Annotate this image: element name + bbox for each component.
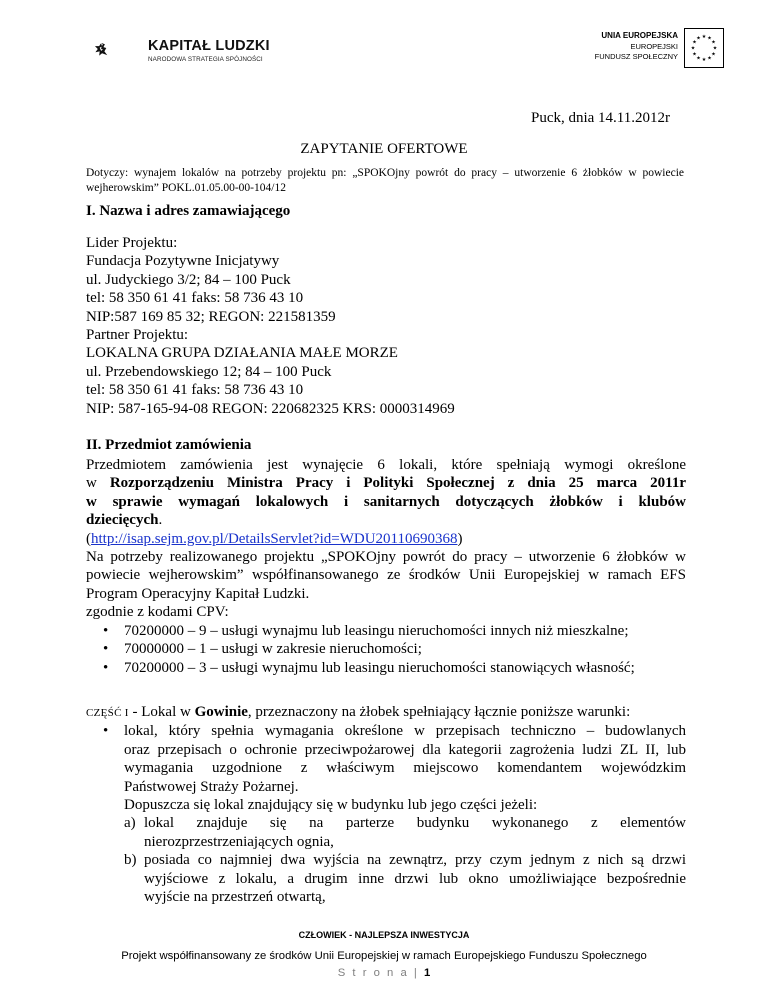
paragraph-line: posiada co najmniej dwa wyjścia na zewnątrz, przy czym jednym z nich są drzwi [144,852,686,869]
paragraph-line: nierozprzestrzeniających ognia, [144,833,334,850]
section-2-body [86,456,686,622]
svg-text:★: ★ [711,51,716,58]
paragraph-text: ( [86,530,91,547]
part-1 [86,703,686,906]
regulation-title: Rozporządzeniu Ministra Pracy i Polityki Społecznej z dnia 25 marca 2011r [109,475,686,492]
eu-flag-icon [684,28,724,68]
svg-text:★: ★ [701,34,707,40]
page-separator: | [408,967,424,979]
kapital-ludzki-logo-icon [94,20,146,78]
place-and-date: Puck, dnia 14.11.2012r [530,110,670,126]
paragraph-line [86,530,686,548]
footer-cofinancing-note: Projekt współfinansowany ze środków Unii Europejskiej w ramach Europejskiego Funduszu Społecznego [121,950,647,962]
paragraph-line [86,493,686,511]
contact-line: tel: 58 350 61 41 faks: 58 736 43 10 [86,290,304,307]
paragraph-line [86,511,686,529]
list-item [86,622,686,640]
svg-text:★: ★ [692,39,697,46]
cpv-list [86,622,686,677]
paragraph-text: - Lokal w [128,704,195,720]
contact-line: ul. Judyckiego 3/2; 84 – 100 Puck [86,271,291,288]
contact-line: NIP: 587-165-94-08 REGON: 220682325 KRS: 0000314969 [86,400,455,417]
section-2-heading: II. Przedmiot zamówienia [86,437,252,453]
svg-text:★: ★ [712,45,718,52]
bullet-icon: • [103,723,109,740]
location-name: Gowinie [194,704,248,720]
svg-text:★: ★ [692,51,697,58]
regulation-title: w sprawie wymagań lokalowych i sanitarnych dotyczących żłobków i klubów [86,493,686,510]
paragraph-line: oraz przepisach o ochronie przeciwpożarowej dla kategorii zagrożenia ludzi ZL II, lub [124,741,686,758]
paragraph-line [86,474,686,492]
footer-slogan: CZŁOWIEK - NAJLEPSZA INWESTYCJA [298,930,470,940]
svg-text:★: ★ [707,35,712,42]
sub-list-item [124,814,686,851]
page-number: 1 [423,967,431,979]
contact-line: Fundacja Pozytywne Inicjatywy [86,253,280,270]
svg-text:★: ★ [701,57,707,63]
kapital-ludzki-title: KAPITAŁ LUDZKI [148,38,270,54]
regulation-title: dziecięcych [86,512,159,529]
subject-line: Dotyczy: wynajem lokalów na potrzeby projektu pn: „SPOKOjny powrót do pracy – utworzenie 6 żłobków w powiecie wejherowskim” POKL.01.05.00-00-104/12 [86,167,684,194]
paragraph-line: zgodnie z kodami CPV: [86,604,229,621]
contact-line: ul. Przebendowskiego 12; 84 – 100 Puck [86,363,332,380]
page-number-footer [0,967,768,979]
sub-list-label: b) [124,852,137,869]
svg-text:★: ★ [696,55,701,62]
ue-label-line1: UNIA EUROPEJSKA [601,31,678,40]
paragraph-line: Przedmiotem zamówienia jest wynajęcie 6 lokali, które spełniają wymogi określone [86,457,686,473]
contact-line: LOKALNA GRUPA DZIAŁANIA MAŁE MORZE [86,345,398,362]
paragraph-line: powiecie wejherowskim” współfinansowanego ze środków Unii Europejskiej w ramach EFS [86,567,686,584]
list-item [86,659,686,677]
regulation-link[interactable]: http://isap.sejm.gov.pl/DetailsServlet?id=WDU20110690368 [91,530,458,547]
paragraph-line: wyjście na przestrzeń otwartą, [144,889,326,906]
list-item [86,640,686,658]
contact-line: Lider Projektu: [86,235,178,251]
bullet-icon: • [103,659,109,676]
paragraph-text: , przeznaczony na żłobek spełniający łącznie poniższe warunki: [247,704,631,720]
svg-text:★: ★ [707,55,712,62]
part-1-intro [86,703,686,722]
svg-text:★: ★ [711,39,716,46]
svg-text:★: ★ [690,45,696,52]
contact-line: NIP:587 169 85 32; REGON: 221581359 [86,308,336,325]
ue-label-line3: FUNDUSZ SPOŁECZNY [594,52,678,61]
kapital-ludzki-subtitle: NARODOWA STRATEGIA SPÓJNOŚCI [148,56,263,63]
part-label: CZĘŚĆ I [86,707,129,719]
paragraph-text: w [86,475,110,492]
paragraph-line: wymagania uzgodnione z właściwym miejscowo komendantem wojewódzkim [124,760,686,777]
paragraph-line: Program Operacyjny Kapitał Ludzki. [86,585,310,602]
list-item-text: 70000000 – 1 – usługi w zakresie nieruchomości; [124,641,422,658]
document-title: ZAPYTANIE OFERTOWE [300,141,468,157]
list-item-text: 70200000 – 9 – usługi wynajmu lub leasingu nieruchomości innych niż mieszkalne; [124,623,629,639]
contact-line: tel: 58 350 61 41 faks: 58 736 43 10 [86,382,304,399]
sub-list-label: a) [124,815,136,832]
bullet-icon: • [103,623,109,639]
ue-label-line2: EUROPEJSKI [630,42,678,51]
paragraph-line: Na potrzeby realizowanego projektu „SPOKOjny powrót do pracy – utworzenie 6 żłobków w [86,549,686,566]
paragraph-text: ) [457,530,463,547]
page-word: S t r o n a [337,967,409,979]
contact-line: Partner Projektu: [86,327,189,344]
paragraph-line: Państwowej Straży Pożarnej. [124,778,299,795]
paragraph-text: . [158,512,163,529]
paragraph-line: wyjściowe z lokalu, a drugim inne drzwi lub okno umożliwiające bezpośrednie [144,870,686,887]
svg-text:★: ★ [696,35,701,42]
paragraph-line: lokal, który spełnia wymagania określone w przepisach techniczno – budowlanych [124,723,686,740]
contact-block [86,234,686,418]
list-item [86,722,686,906]
sub-list-item [124,851,686,906]
list-item-text: 70200000 – 3 – usługi wynajmu lub leasingu nieruchomości stanowiących własność; [124,659,635,676]
paragraph-line: lokal znajduje się na parterze budynku wykonanego z elementów [144,815,686,832]
paragraph-line: Dopuszcza się lokal znajdujący się w budynku lub jego części jeżeli: [124,797,538,814]
section-1-heading: I. Nazwa i adres zamawiającego [86,203,291,219]
bullet-icon: • [103,641,109,658]
